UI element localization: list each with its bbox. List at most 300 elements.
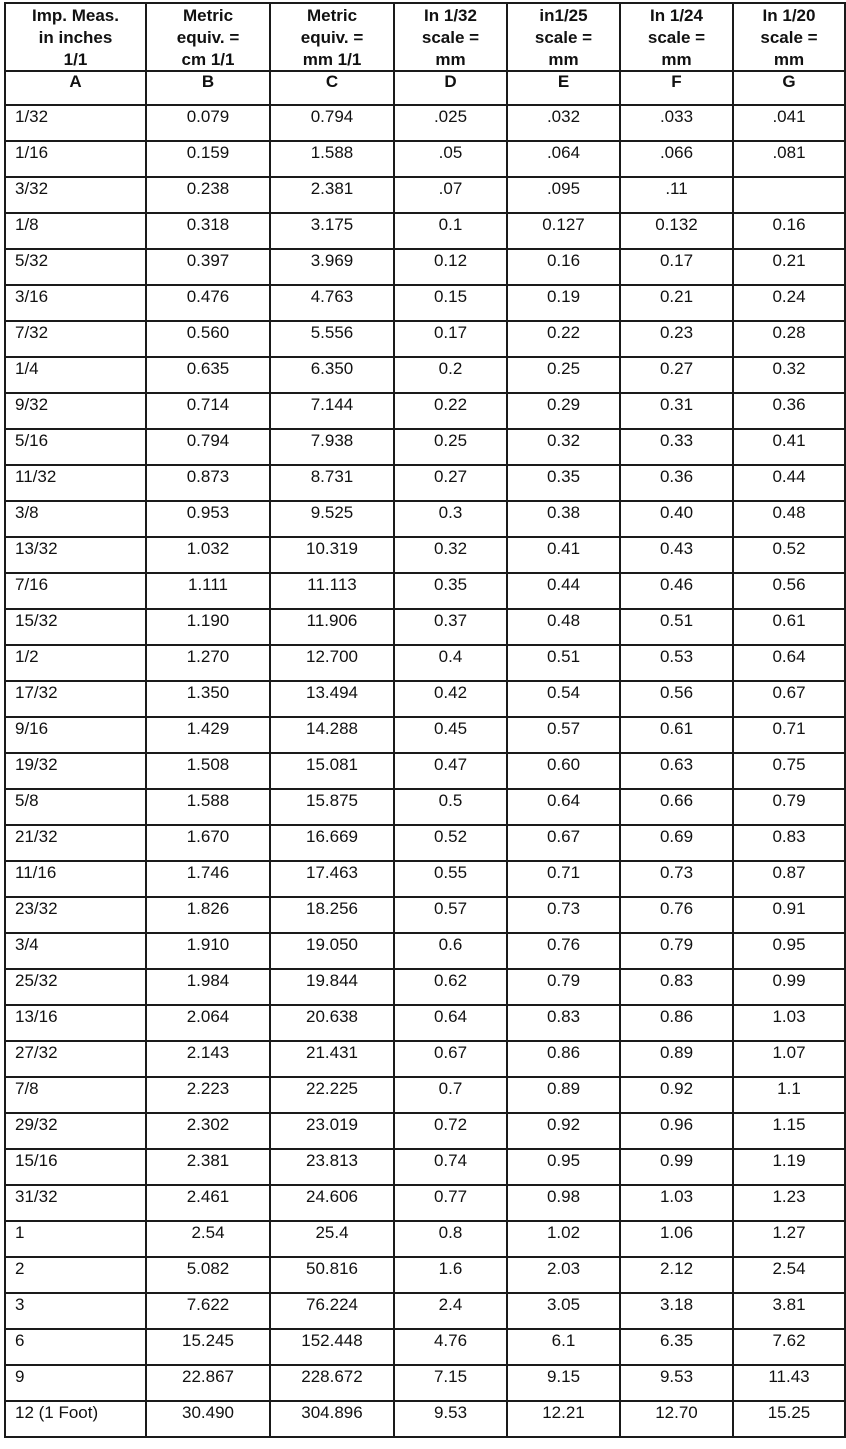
table-cell: 2.461 xyxy=(146,1185,270,1221)
table-cell: 6.35 xyxy=(620,1329,733,1365)
table-cell: 2.302 xyxy=(146,1113,270,1149)
table-cell: 2.223 xyxy=(146,1077,270,1113)
header-line: scale = xyxy=(760,28,818,47)
table-cell: 20.638 xyxy=(270,1005,394,1041)
table-row xyxy=(5,1365,845,1401)
table-cell: 25.4 xyxy=(270,1221,394,1257)
table-cell: 0.99 xyxy=(733,969,845,1005)
table-cell: 19.050 xyxy=(270,933,394,969)
table-cell: 7.622 xyxy=(146,1293,270,1329)
table-cell: 0.127 xyxy=(507,213,620,249)
table-cell: 6.350 xyxy=(270,357,394,393)
header-line: in1/25 xyxy=(539,6,588,25)
table-row xyxy=(5,681,845,717)
table-cell: 0.67 xyxy=(507,825,620,861)
table-cell: 3.969 xyxy=(270,249,394,285)
table-row xyxy=(5,645,845,681)
table-cell: 0.52 xyxy=(733,537,845,573)
inch-value-cell: 13/16 xyxy=(5,1005,146,1041)
table-cell: 9.15 xyxy=(507,1365,620,1401)
header-line: equiv. = xyxy=(176,28,240,47)
table-cell: 4.763 xyxy=(270,285,394,321)
table-cell: .11 xyxy=(620,177,733,213)
table-cell: 0.52 xyxy=(394,825,507,861)
inch-value-cell: 23/32 xyxy=(5,897,146,933)
table-row xyxy=(5,933,845,969)
header-metric-cm xyxy=(146,3,270,71)
header-line: In 1/32 xyxy=(424,6,477,25)
table-cell: 1.02 xyxy=(507,1221,620,1257)
header-scale-1-25 xyxy=(507,3,620,71)
table-cell: 0.71 xyxy=(733,717,845,753)
table-cell: 0.41 xyxy=(507,537,620,573)
table-row xyxy=(5,1401,845,1437)
table-cell: 7.15 xyxy=(394,1365,507,1401)
header-line: cm 1/1 xyxy=(181,50,235,69)
inch-value-cell: 29/32 xyxy=(5,1113,146,1149)
header-line: scale = xyxy=(534,28,593,47)
column-letter: E xyxy=(507,71,620,105)
table-cell: 0.51 xyxy=(507,645,620,681)
table-cell: 0.46 xyxy=(620,573,733,609)
table-cell: 2.54 xyxy=(146,1221,270,1257)
header-imperial-inches xyxy=(5,3,146,71)
table-cell: 1.670 xyxy=(146,825,270,861)
table-cell: 1.19 xyxy=(733,1149,845,1185)
table-cell: 228.672 xyxy=(270,1365,394,1401)
table-cell: 0.66 xyxy=(620,789,733,825)
table-cell: 0.87 xyxy=(733,861,845,897)
table-cell: 30.490 xyxy=(146,1401,270,1437)
table-cell: 22.867 xyxy=(146,1365,270,1401)
table-cell: 1.270 xyxy=(146,645,270,681)
table-cell: 0.79 xyxy=(507,969,620,1005)
table-row xyxy=(5,969,845,1005)
inch-value-cell: 31/32 xyxy=(5,1185,146,1221)
table-cell: 0.60 xyxy=(507,753,620,789)
table-cell: 2.03 xyxy=(507,1257,620,1293)
table-cell: 0.7 xyxy=(394,1077,507,1113)
table-cell: 0.35 xyxy=(394,573,507,609)
header-line: In 1/20 xyxy=(762,6,816,25)
inch-value-cell: 17/32 xyxy=(5,681,146,717)
inch-value-cell: 2 xyxy=(5,1257,146,1293)
table-cell: 0.38 xyxy=(507,501,620,537)
table-cell: 0.86 xyxy=(507,1041,620,1077)
table-cell: 1.746 xyxy=(146,861,270,897)
inch-value-cell: 9/16 xyxy=(5,717,146,753)
table-cell: 0.48 xyxy=(507,609,620,645)
table-row xyxy=(5,897,845,933)
inch-value-cell: 11/16 xyxy=(5,861,146,897)
inch-value-cell: 5/32 xyxy=(5,249,146,285)
table-cell: .07 xyxy=(394,177,507,213)
table-cell: 0.99 xyxy=(620,1149,733,1185)
table-cell: .041 xyxy=(733,105,845,141)
table-row xyxy=(5,177,845,213)
inch-value-cell: 1/32 xyxy=(5,105,146,141)
table-cell: 0.132 xyxy=(620,213,733,249)
table-cell: 0.83 xyxy=(733,825,845,861)
inch-value-cell: 5/8 xyxy=(5,789,146,825)
table-cell: 0.318 xyxy=(146,213,270,249)
table-cell: 0.27 xyxy=(394,465,507,501)
table-cell: 0.794 xyxy=(270,105,394,141)
table-cell: 0.21 xyxy=(620,285,733,321)
inch-value-cell: 11/32 xyxy=(5,465,146,501)
table-cell: 0.24 xyxy=(733,285,845,321)
table-cell: 0.73 xyxy=(620,861,733,897)
table-cell: 16.669 xyxy=(270,825,394,861)
table-cell: 0.77 xyxy=(394,1185,507,1221)
table-cell: 0.635 xyxy=(146,357,270,393)
table-cell: 13.494 xyxy=(270,681,394,717)
table-cell: 0.51 xyxy=(620,609,733,645)
header-line: mm xyxy=(661,50,692,69)
header-metric-mm xyxy=(270,3,394,71)
table-cell: 0.72 xyxy=(394,1113,507,1149)
table-cell: 23.019 xyxy=(270,1113,394,1149)
table-cell: 1.111 xyxy=(146,573,270,609)
table-cell: 0.1 xyxy=(394,213,507,249)
table-cell: 0.89 xyxy=(620,1041,733,1077)
table-cell: 0.57 xyxy=(507,717,620,753)
inch-value-cell: 1/2 xyxy=(5,645,146,681)
table-row xyxy=(5,1149,845,1185)
table-cell: 12.21 xyxy=(507,1401,620,1437)
column-letter-row xyxy=(5,71,845,105)
inch-value-cell: 3/16 xyxy=(5,285,146,321)
header-line: mm xyxy=(773,50,805,69)
table-row xyxy=(5,717,845,753)
table-cell: 17.463 xyxy=(270,861,394,897)
table-cell: 1.27 xyxy=(733,1221,845,1257)
table-cell: 0.61 xyxy=(620,717,733,753)
table-cell: 21.431 xyxy=(270,1041,394,1077)
table-cell: .032 xyxy=(507,105,620,141)
inch-value-cell: 9 xyxy=(5,1365,146,1401)
table-cell: 0.21 xyxy=(733,249,845,285)
table-cell: 0.79 xyxy=(733,789,845,825)
table-cell: 0.53 xyxy=(620,645,733,681)
table-cell: 0.91 xyxy=(733,897,845,933)
table-cell: 1.826 xyxy=(146,897,270,933)
table-cell: 0.6 xyxy=(394,933,507,969)
table-row xyxy=(5,393,845,429)
table-cell: 1.23 xyxy=(733,1185,845,1221)
table-cell: 0.55 xyxy=(394,861,507,897)
table-cell: 8.731 xyxy=(270,465,394,501)
table-cell: 0.476 xyxy=(146,285,270,321)
column-letter: B xyxy=(146,71,270,105)
column-letter: G xyxy=(733,71,845,105)
inch-value-cell: 3 xyxy=(5,1293,146,1329)
table-cell: 0.23 xyxy=(620,321,733,357)
table-cell: 19.844 xyxy=(270,969,394,1005)
inch-value-cell: 12 (1 Foot) xyxy=(5,1401,146,1437)
inch-value-cell: 1/4 xyxy=(5,357,146,393)
table-cell: 1.910 xyxy=(146,933,270,969)
table-cell: 304.896 xyxy=(270,1401,394,1437)
table-cell: 2.54 xyxy=(733,1257,845,1293)
table-cell: 0.37 xyxy=(394,609,507,645)
table-row xyxy=(5,1041,845,1077)
table-cell: 3.81 xyxy=(733,1293,845,1329)
table-cell: 0.63 xyxy=(620,753,733,789)
table-cell: 2.4 xyxy=(394,1293,507,1329)
table-cell: 0.64 xyxy=(507,789,620,825)
table-cell: 1.03 xyxy=(733,1005,845,1041)
table-cell: 0.64 xyxy=(733,645,845,681)
inch-value-cell: 7/32 xyxy=(5,321,146,357)
table-cell: 0.560 xyxy=(146,321,270,357)
table-row xyxy=(5,321,845,357)
header-line: mm xyxy=(548,50,579,69)
table-row xyxy=(5,501,845,537)
table-cell: 15.245 xyxy=(146,1329,270,1365)
inch-value-cell: 19/32 xyxy=(5,753,146,789)
table-cell: 3.18 xyxy=(620,1293,733,1329)
table-cell: 0.31 xyxy=(620,393,733,429)
table-row xyxy=(5,537,845,573)
table-body xyxy=(5,105,845,1437)
table-cell: 0.98 xyxy=(507,1185,620,1221)
table-cell: 11.906 xyxy=(270,609,394,645)
table-cell: 0.43 xyxy=(620,537,733,573)
table-cell: 1.350 xyxy=(146,681,270,717)
table-cell: 0.61 xyxy=(733,609,845,645)
table-cell: 1.588 xyxy=(146,789,270,825)
table-cell: 0.45 xyxy=(394,717,507,753)
table-cell: 9.525 xyxy=(270,501,394,537)
table-cell: 1.03 xyxy=(620,1185,733,1221)
table-cell: 1.06 xyxy=(620,1221,733,1257)
table-row xyxy=(5,1221,845,1257)
table-cell: 0.32 xyxy=(507,429,620,465)
table-cell: 0.75 xyxy=(733,753,845,789)
table-cell: 5.082 xyxy=(146,1257,270,1293)
inch-value-cell: 27/32 xyxy=(5,1041,146,1077)
table-cell: 0.17 xyxy=(394,321,507,357)
header-line: scale = xyxy=(647,28,706,47)
table-cell: 0.36 xyxy=(733,393,845,429)
inch-value-cell: 1/16 xyxy=(5,141,146,177)
table-cell: 0.44 xyxy=(733,465,845,501)
column-letter: C xyxy=(270,71,394,105)
header-line: Metric xyxy=(306,6,358,25)
table-row xyxy=(5,105,845,141)
table-cell: 7.144 xyxy=(270,393,394,429)
header-line: Metric xyxy=(182,6,234,25)
header-line: scale = xyxy=(421,28,480,47)
table-cell: 3.05 xyxy=(507,1293,620,1329)
table-row xyxy=(5,1329,845,1365)
table-cell: 7.938 xyxy=(270,429,394,465)
table-cell: 2.12 xyxy=(620,1257,733,1293)
table-cell: 0.159 xyxy=(146,141,270,177)
table-cell: 0.74 xyxy=(394,1149,507,1185)
table-cell: 0.25 xyxy=(507,357,620,393)
table-cell: 0.32 xyxy=(733,357,845,393)
inch-value-cell: 25/32 xyxy=(5,969,146,1005)
table-cell: .05 xyxy=(394,141,507,177)
table-cell: 0.22 xyxy=(507,321,620,357)
table-cell: .066 xyxy=(620,141,733,177)
table-cell: 12.70 xyxy=(620,1401,733,1437)
table-cell: 0.83 xyxy=(507,1005,620,1041)
table-cell: 3.175 xyxy=(270,213,394,249)
table-row xyxy=(5,465,845,501)
table-cell: 0.57 xyxy=(394,897,507,933)
table-cell xyxy=(733,177,845,213)
table-cell: 15.25 xyxy=(733,1401,845,1437)
table-cell: 0.238 xyxy=(146,177,270,213)
table-row xyxy=(5,141,845,177)
table-cell: .081 xyxy=(733,141,845,177)
table-row xyxy=(5,609,845,645)
table-cell: 0.36 xyxy=(620,465,733,501)
table-cell: 18.256 xyxy=(270,897,394,933)
table-cell: 0.95 xyxy=(507,1149,620,1185)
table-row xyxy=(5,789,845,825)
inch-value-cell: 3/4 xyxy=(5,933,146,969)
table-cell: .064 xyxy=(507,141,620,177)
table-cell: 76.224 xyxy=(270,1293,394,1329)
inch-value-cell: 15/16 xyxy=(5,1149,146,1185)
table-cell: 14.288 xyxy=(270,717,394,753)
table-cell: 0.92 xyxy=(507,1113,620,1149)
table-cell: 0.079 xyxy=(146,105,270,141)
table-cell: 11.113 xyxy=(270,573,394,609)
table-cell: 0.953 xyxy=(146,501,270,537)
table-cell: .025 xyxy=(394,105,507,141)
header-line: In 1/24 xyxy=(650,6,703,25)
table-cell: 0.17 xyxy=(620,249,733,285)
table-cell: 0.95 xyxy=(733,933,845,969)
table-cell: 0.67 xyxy=(394,1041,507,1077)
header-line: mm xyxy=(435,50,466,69)
table-cell: 0.33 xyxy=(620,429,733,465)
conversion-table xyxy=(4,2,846,1438)
table-cell: 0.12 xyxy=(394,249,507,285)
table-cell: 152.448 xyxy=(270,1329,394,1365)
table-cell: 1.032 xyxy=(146,537,270,573)
table-row xyxy=(5,753,845,789)
inch-value-cell: 3/32 xyxy=(5,177,146,213)
table-cell: 1.6 xyxy=(394,1257,507,1293)
column-letter: F xyxy=(620,71,733,105)
table-row xyxy=(5,1185,845,1221)
table-cell: 10.319 xyxy=(270,537,394,573)
table-cell: 0.64 xyxy=(394,1005,507,1041)
table-cell: 0.15 xyxy=(394,285,507,321)
header-line: mm 1/1 xyxy=(302,50,362,69)
table-row xyxy=(5,573,845,609)
table-cell: 15.875 xyxy=(270,789,394,825)
header-scale-1-20 xyxy=(733,3,845,71)
table-cell: 0.35 xyxy=(507,465,620,501)
table-cell: 0.22 xyxy=(394,393,507,429)
table-cell: 0.73 xyxy=(507,897,620,933)
table-cell: 0.714 xyxy=(146,393,270,429)
table-cell: 0.8 xyxy=(394,1221,507,1257)
table-cell: 0.47 xyxy=(394,753,507,789)
inch-value-cell: 6 xyxy=(5,1329,146,1365)
table-row xyxy=(5,825,845,861)
table-row xyxy=(5,213,845,249)
table-cell: 0.19 xyxy=(507,285,620,321)
table-row xyxy=(5,1005,845,1041)
inch-value-cell: 1 xyxy=(5,1221,146,1257)
table-cell: 0.2 xyxy=(394,357,507,393)
table-cell: 0.873 xyxy=(146,465,270,501)
table-cell: 0.86 xyxy=(620,1005,733,1041)
table-cell: 0.62 xyxy=(394,969,507,1005)
table-row xyxy=(5,357,845,393)
table-cell: 0.76 xyxy=(620,897,733,933)
table-row xyxy=(5,429,845,465)
inch-value-cell: 5/16 xyxy=(5,429,146,465)
table-cell: 1.15 xyxy=(733,1113,845,1149)
table-cell: 0.56 xyxy=(620,681,733,717)
table-row xyxy=(5,1257,845,1293)
table-cell: 0.79 xyxy=(620,933,733,969)
header-line: in inches xyxy=(38,28,113,47)
table-cell: 1.1 xyxy=(733,1077,845,1113)
table-cell: 0.69 xyxy=(620,825,733,861)
header-row xyxy=(5,3,845,71)
table-cell: 0.56 xyxy=(733,573,845,609)
table-row xyxy=(5,1293,845,1329)
table-cell: .095 xyxy=(507,177,620,213)
table-cell: 0.42 xyxy=(394,681,507,717)
table-cell: 9.53 xyxy=(620,1365,733,1401)
table-cell: 15.081 xyxy=(270,753,394,789)
column-letter: D xyxy=(394,71,507,105)
header-scale-1-32 xyxy=(394,3,507,71)
table-cell: 0.4 xyxy=(394,645,507,681)
table-cell: 23.813 xyxy=(270,1149,394,1185)
inch-value-cell: 21/32 xyxy=(5,825,146,861)
table-cell: 0.16 xyxy=(733,213,845,249)
table-row xyxy=(5,285,845,321)
inch-value-cell: 7/8 xyxy=(5,1077,146,1113)
table-cell: 1.07 xyxy=(733,1041,845,1077)
table-cell: 0.25 xyxy=(394,429,507,465)
table-cell: 0.27 xyxy=(620,357,733,393)
table-cell: 6.1 xyxy=(507,1329,620,1365)
inch-value-cell: 15/32 xyxy=(5,609,146,645)
table-cell: 50.816 xyxy=(270,1257,394,1293)
table-cell: 12.700 xyxy=(270,645,394,681)
table-cell: 1.429 xyxy=(146,717,270,753)
inch-value-cell: 9/32 xyxy=(5,393,146,429)
table-row xyxy=(5,1077,845,1113)
table-cell: 0.41 xyxy=(733,429,845,465)
table-cell: 0.397 xyxy=(146,249,270,285)
table-cell: 2.381 xyxy=(270,177,394,213)
table-cell: 0.32 xyxy=(394,537,507,573)
table-cell: 0.92 xyxy=(620,1077,733,1113)
table-cell: 5.556 xyxy=(270,321,394,357)
table-row xyxy=(5,1113,845,1149)
table-cell: 4.76 xyxy=(394,1329,507,1365)
table-cell: 0.96 xyxy=(620,1113,733,1149)
table-cell: 0.29 xyxy=(507,393,620,429)
inch-value-cell: 3/8 xyxy=(5,501,146,537)
table-cell: 0.71 xyxy=(507,861,620,897)
table-cell: 2.064 xyxy=(146,1005,270,1041)
